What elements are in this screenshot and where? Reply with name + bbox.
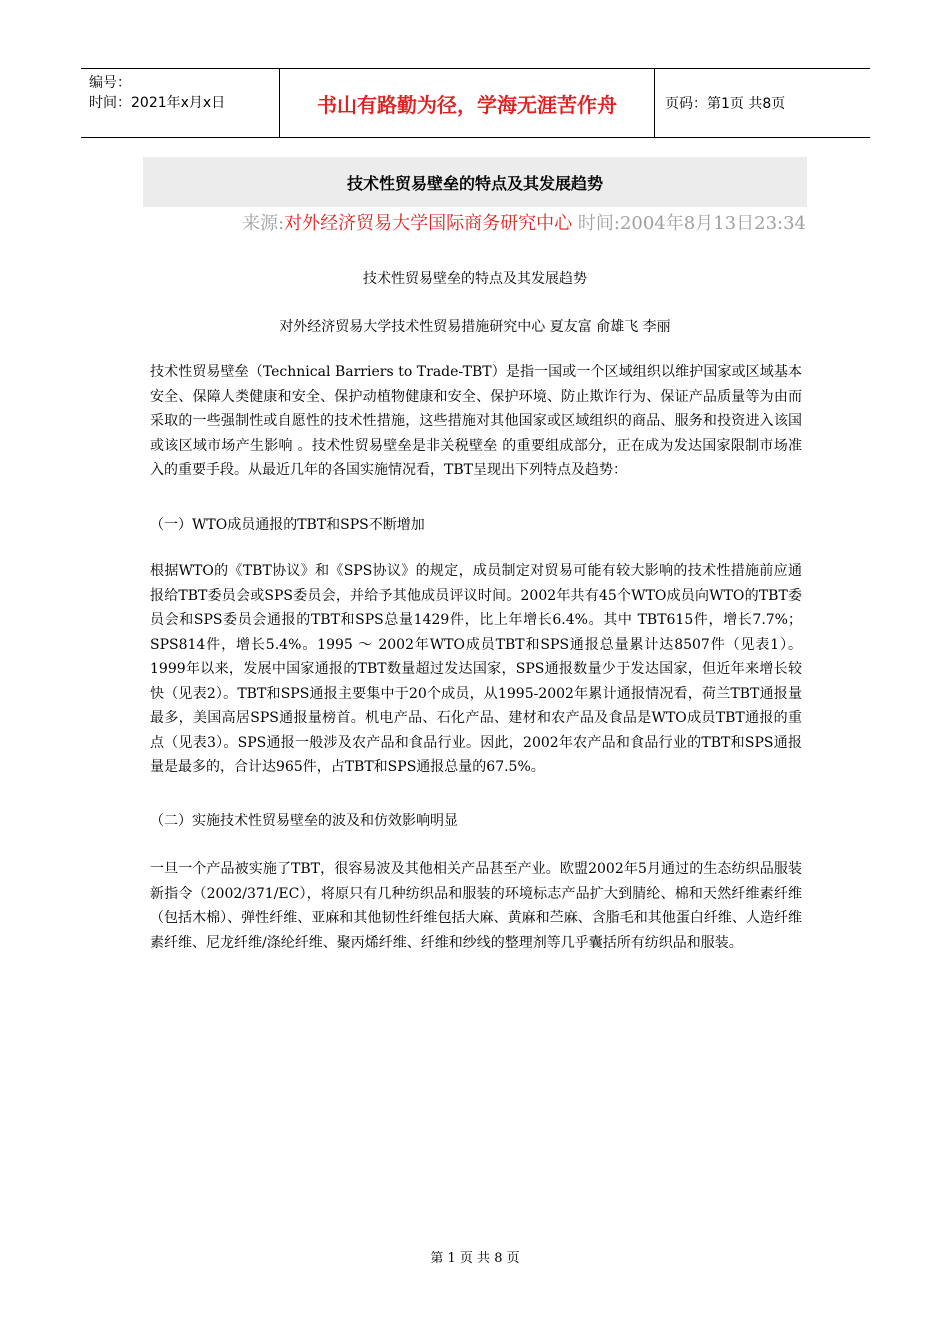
- source-line: [242, 209, 806, 235]
- time-label: 时间:2004年8月13日23:34: [577, 213, 806, 234]
- section1-heading: （一）WTO成员通报的TBT和SPS不断增加: [150, 517, 425, 533]
- section2-heading: （二）实施技术性贸易壁垒的波及和仿效影响明显: [150, 813, 458, 829]
- article-title: 技术性贸易壁垒的特点及其发展趋势: [143, 157, 807, 207]
- page-header: [81, 68, 870, 138]
- code-label: 编号：: [89, 75, 131, 91]
- intro-paragraph: 技术性贸易壁垒（Technical Barriers to Trade-TBT）是指一国或一个区域组织以维护国家或区域基本安全、保障人类健康和安全、保护动植物健康和安全、保护环境、防止欺诈行为、保证产品质量等为由而采取的一些强制性或自愿性的技术性措施，这些措施对其他国家或区域组织的商品、服务和投资进入该国或该区域市场产生影响 。技术性贸易壁垒是非关税壁垒 的重要组成部分，正在成为发达国家限制市场准入的重要手段。从最近几年的各国实施情况看，TBT呈现出下列特点及趋势：: [150, 364, 802, 478]
- header-page-info: 页码：第1页 共8页: [665, 96, 786, 112]
- page-footer: 第 1 页 共 8 页: [430, 1251, 520, 1266]
- header-meta: [81, 69, 280, 137]
- date-label: 时间：2021年x月x日: [89, 95, 226, 111]
- article-authors: 对外经济贸易大学技术性贸易措施研究中心 夏友富 俞雄飞 李丽: [279, 319, 671, 335]
- section1-body: 根据WTO的《TBT协议》和《SPS协议》的规定，成员制定对贸易可能有较大影响的技术性措施前应通报给TBT委员会或SPS委员会，并给予其他成员评议时间。2002年共有45个WTO成员向WTO的TBT委员会和SPS委员会通报的TBT和SPS总量1429件，比上年增长6.4%。其中 TBT615件，增长7.7%；SPS814件，增长5.4%。1995 ～ 2002年WTO成员TBT和SPS通报总量累计达8507件（见表1）。1999年以来，发展中国家通报的TBT数量超过发达国家，SPS通报数量少于发达国家，但近年来增长较快（见表2）。TBT和SPS通报主要集中于20个成员，从1995-2002年累计通报情况看，荷兰TBT通报量最多，美国高居SPS通报量榜首。机电产品、石化产品、建材和农产品及食品是WTO成员TBT通报的重点（见表3）。SPS通报一般涉及农产品和食品行业。因此，2002年农产品和食品行业的TBT和SPS通报量是最多的，合计达965件，占TBT和SPS通报总量的67.5%。: [150, 563, 802, 775]
- header-motto: 书山有路勤为径，学海无涯苦作舟: [280, 69, 655, 137]
- source-label: 来源:: [242, 213, 285, 234]
- source-org: 对外经济贸易大学国际商务研究中心: [284, 213, 573, 234]
- section2-body: 一旦一个产品被实施了TBT，很容易波及其他相关产品甚至产业。欧盟2002年5月通过的生态纺织品服装新指令（2002/371/EC），将原只有几种纺织品和服装的环境标志产品扩大到腈纶、棉和天然纤维素纤维（包括木棉）、弹性纤维、亚麻和其他韧性纤维包括大麻、黄麻和苎麻、含脂毛和其他蛋白纤维、人造纤维素纤维、尼龙纤维/涤纶纤维、聚丙烯纤维、纤维和纱线的整理剂等几乎囊括所有纺织品和服装。: [150, 861, 802, 951]
- article-subtitle: 技术性贸易壁垒的特点及其发展趋势: [363, 271, 587, 287]
